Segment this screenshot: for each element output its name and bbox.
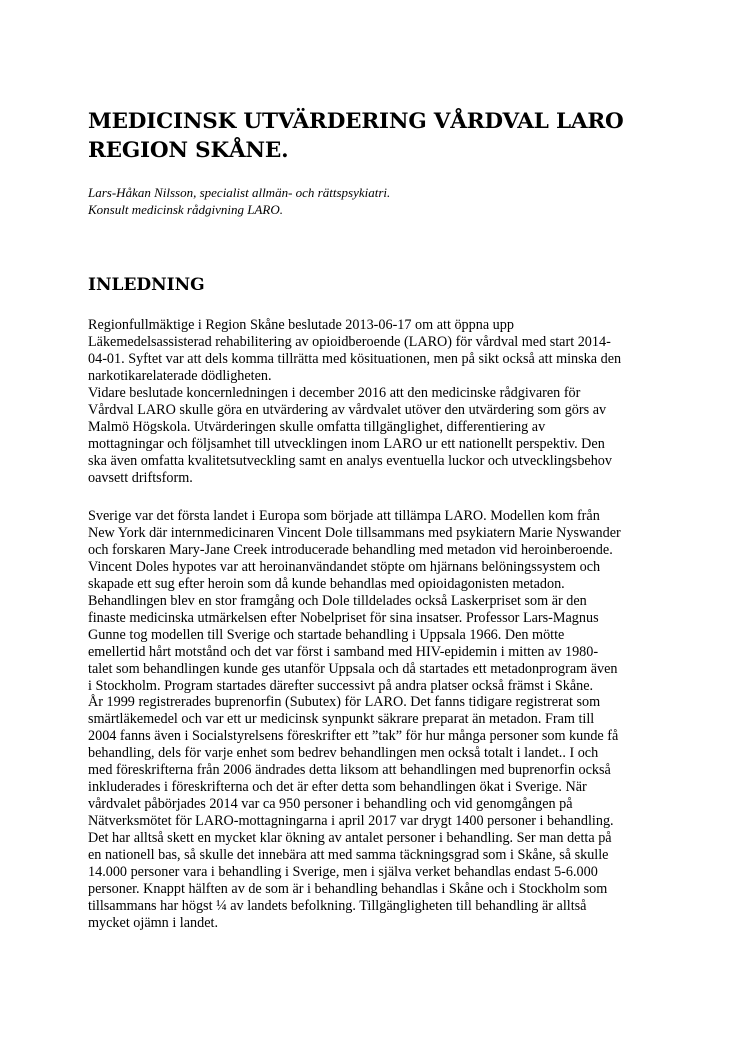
author-line: Lars-Håkan Nilsson, specialist allmän- och rättspsykiatri. bbox=[88, 185, 391, 200]
text-line: Nätverksmötet för LARO-mottagningarna i april 2017 var drygt 1400 personer i behandling. bbox=[88, 813, 614, 830]
text-line: emellertid hårt motstånd och det var först i samband med HIV-epidemin i mitten av 1980- bbox=[88, 643, 599, 660]
text-line: skapade ett sug efter heroin som då kunde behandlas med opioidagonisten metadon. bbox=[88, 575, 565, 592]
text-line: 2004 fanns även i Socialstyrelsens föreskrifter ett ”tak” för hur många personer som kunde få bbox=[88, 728, 619, 745]
text-line: med föreskrifterna från 2006 ändrades detta liksom att behandlingen med buprenorfin också bbox=[88, 762, 611, 779]
text-line: och forskaren Mary-Jane Creek introducerade behandling med metadon vid heroinberoende. bbox=[88, 541, 613, 558]
text-line: tillsammans har högst ¼ av landets befolkning. Tillgängligheten till behandling är alltså bbox=[88, 897, 587, 914]
text-line: Vincent Doles hypotes var att heroinanvändandet stöpte om hjärnans belöningssystem och bbox=[88, 558, 601, 575]
text-line: Vårdval LARO skulle göra en utvärdering av vårdvalet utöver den utvärdering som görs av bbox=[88, 401, 607, 418]
document-title bbox=[88, 107, 688, 165]
text-line: Malmö Högskola. Utvärderingen skulle omfatta tillgänglighet, differentiering av bbox=[88, 418, 546, 435]
text-line: finaste medicinska utmärkelsen efter Nobelpriset för sina insatser. Professor Lars-Magnus bbox=[88, 609, 599, 626]
section-heading: INLEDNING bbox=[88, 275, 205, 295]
text-line: i Stockholm. Program startades därefter successivt på andra platser också främst i Skåne. bbox=[88, 677, 594, 694]
text-line: Behandlingen blev en stor framgång och Dole tilldelades också Laskerpriset som är den bbox=[88, 592, 587, 609]
text-line: talet som behandlingen kunde ges utanför Uppsala och då startades ett metadonprogram även bbox=[88, 660, 618, 677]
text-line: New York där internmedicinaren Vincent Dole tillsammans med psykiatern Marie Nyswander bbox=[88, 524, 621, 541]
title-line: REGION SKÅNE. bbox=[88, 138, 289, 163]
text-line: Sverige var det första landet i Europa som började att tillämpa LARO. Modellen kom från bbox=[88, 508, 600, 524]
text-line: mottagningar och följsamhet till utvecklingen inom LARO ur ett nationellt perspektiv. Den bbox=[88, 435, 605, 452]
text-line: Vidare beslutade koncernledningen i december 2016 att den medicinske rådgivaren för bbox=[88, 384, 581, 401]
text-line: Det har alltså skett en mycket klar ökning av antalet personer i behandling. Ser man detta på bbox=[88, 830, 612, 847]
text-line: personer. Knappt hälften av de som är i behandling behandlas i Skåne och i Stockholm som bbox=[88, 880, 608, 897]
paragraph-1 bbox=[88, 317, 668, 487]
author-byline bbox=[88, 184, 390, 218]
text-line: mycket ojämn i landet. bbox=[88, 914, 219, 931]
paragraph-2 bbox=[88, 508, 668, 932]
text-line: inkluderades i föreskrifterna och det är efter detta som behandlingen ökat i Sverige. När bbox=[88, 779, 587, 796]
text-line: 04-01. Syftet var att dels komma tillrätta med kösituationen, men på sikt också att minska den bbox=[88, 350, 622, 367]
text-line: År 1999 registrerades buprenorfin (Subutex) för LARO. Det fanns tidigare registrerat som bbox=[88, 694, 601, 711]
text-line: vårdvalet påbörjades 2014 var ca 950 personer i behandling och vid genomgången på bbox=[88, 796, 573, 813]
title-line: MEDICINSK UTVÄRDERING VÅRDVAL LARO bbox=[88, 109, 624, 134]
author-role-line: Konsult medicinsk rådgivning LARO. bbox=[88, 202, 283, 217]
text-line: behandling, dels för varje enhet som bedrev behandlingen men också totalt i landet.. I och bbox=[88, 745, 599, 762]
text-line: smärtläkemedel och var ett ur medicinsk synpunkt säkrare preparat än metadon. Fram till bbox=[88, 711, 595, 728]
text-line: Regionfullmäktige i Region Skåne beslutade 2013-06-17 om att öppna upp bbox=[88, 317, 514, 333]
text-line: 14.000 personer vara i behandling i Sverige, men i själva verket behandlas endast 5-6.000 bbox=[88, 864, 598, 881]
text-line: Gunne tog modellen till Sverige och startade behandling i Uppsala 1966. Den mötte bbox=[88, 626, 565, 643]
text-line: narkotikarelaterade dödligheten. bbox=[88, 367, 272, 384]
text-line: en nationell bas, så skulle det innebära att med samma täckningsgrad som i Skåne, så skulle bbox=[88, 847, 609, 864]
text-line: Läkemedelsassisterad rehabilitering av opioidberoende (LARO) för vårdval med start 2014- bbox=[88, 333, 611, 350]
text-line: oavsett driftsform. bbox=[88, 469, 193, 486]
text-line: ska även omfatta kvalitetsutveckling samt en analys eventuella luckor och utvecklingsbehov bbox=[88, 452, 612, 469]
